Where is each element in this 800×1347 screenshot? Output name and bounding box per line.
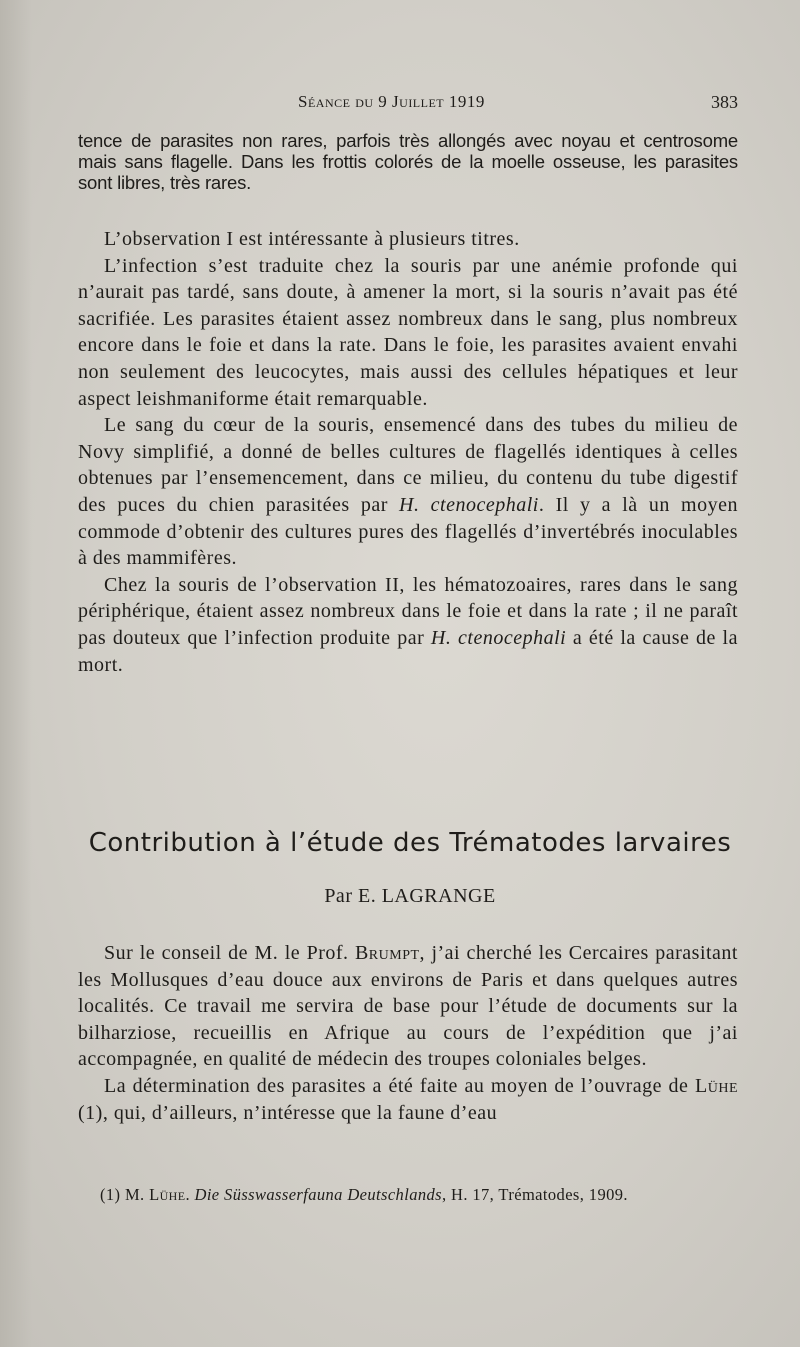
article-title: Contribution à l’étude des Trématodes larvaires: [88, 828, 732, 858]
continued-paragraph: tence de parasites non rares, parfois très allongés avec noyau et centrosome mais sans flagelle. Dans les frottis colorés de la moelle osseuse, les parasites sont libres, très rares.: [78, 130, 738, 193]
paragraph-observation-intro: L’observation I est intéressante à plusieurs titres.: [104, 228, 520, 250]
cited-work-title: Die Süsswasserfauna Deutschlands: [194, 1185, 442, 1204]
text-run: (1) M.: [100, 1185, 150, 1204]
text-run: Sur le conseil de M. le Prof.: [104, 942, 355, 964]
text-run: (1), qui, d’ailleurs, n’intéresse que la faune d’eau: [78, 1101, 498, 1124]
paragraph-determination: [78, 1073, 738, 1126]
discussion-section: [78, 226, 738, 678]
text-run: a été la cause de la mort.: [78, 626, 738, 676]
running-head: [78, 92, 738, 122]
article-author: Par E. LAGRANGE: [324, 885, 496, 907]
text-run: La détermination des parasites a été faite au moyen de l’ouvrage de: [104, 1074, 695, 1097]
footnote: [100, 1185, 740, 1205]
text-run: Chez la souris de l’observation II, les hématozoaires, rares dans le sang périphérique, étaient assez nombreux dans le foie et dans la rate ; il ne paraît pas douteux que l’infection produite par: [78, 573, 738, 649]
text-run: Le sang du cœur de la souris, ensemencé dans des tubes du milieu de Novy simplifié, a donné de belles cultures de flagellés identiques à celles obtenues par l’ensemencement, dans ce milieu, du contenu du tube digestif des puces du chien parasitées par: [78, 414, 738, 516]
person-name: Brumpt: [354, 942, 420, 964]
text-run: , j’ai cherché les Cercaires parasitant les Mollusques d’eau douce aux environs de Paris et dans quelques autres localités. Ce travail me servira de base pour l’étude de documents sur la bilharziose, recueillis en Afrique au cours de l’expédition que j’ai accompagnée, en qualité de médecin des troupes coloniales belges.: [78, 942, 738, 1071]
running-title: Séance du 9 Juillet 1919: [298, 92, 485, 111]
paragraph-introduction: [78, 940, 738, 1073]
text-run: .: [185, 1185, 195, 1204]
article-body: [78, 940, 738, 1126]
person-name: Lühe: [149, 1185, 186, 1204]
page-number: 383: [711, 92, 738, 112]
text-run: , H. 17, Trématodes, 1909.: [441, 1185, 628, 1204]
person-name: Lühe: [695, 1074, 738, 1097]
species-name: H. ctenocephali: [430, 626, 567, 649]
text-run: . Il y a là un moyen commode d’obtenir des cultures pures des flagellés d’invertébrés inoculables à des mammifères.: [78, 493, 738, 570]
species-name: H. ctenocephali: [399, 493, 539, 516]
paragraph-infection: L’infection s’est traduite chez la souris par une anémie profonde qui n’aurait pas tardé, sans doute, à amener la mort, si la souris n’avait pas été sacrifiée. Les parasites étaient assez nombreux dans le sang, plus nombreux encore dans le foie et dans la rate. Dans le foie, les parasites avaient envahi non seulement des leucocytes, mais aussi des cellules hépatiques et leur aspect leishmaniforme était remarquable.: [78, 254, 738, 410]
paragraph-cultures: [78, 412, 738, 572]
page-gutter-shadow: [0, 0, 32, 1347]
paragraph-observation-two: [78, 572, 738, 678]
